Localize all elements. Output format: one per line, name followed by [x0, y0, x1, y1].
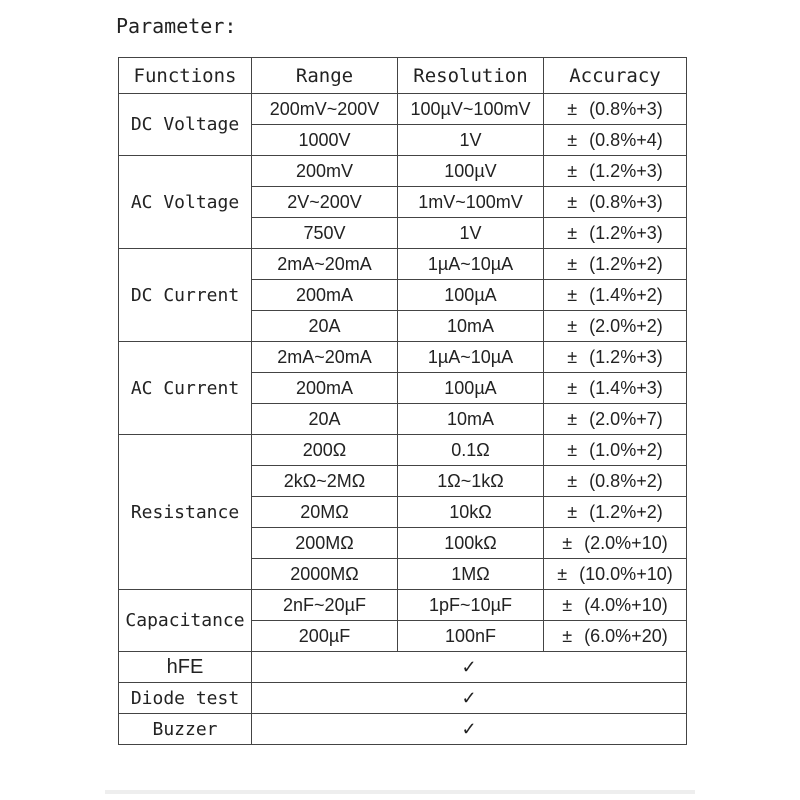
plus-minus-sign: ± — [567, 98, 578, 119]
plus-minus-sign: ± — [567, 408, 578, 429]
resolution-cell: 1µA~10µA — [398, 342, 544, 373]
accuracy-cell — [544, 466, 687, 497]
plus-minus-sign: ± — [567, 222, 578, 243]
accuracy-value: (1.2%+2) — [589, 501, 663, 522]
plus-minus-sign: ± — [567, 284, 578, 305]
plus-minus-sign: ± — [557, 563, 568, 584]
resolution-cell: 100µA — [398, 280, 544, 311]
range-cell: 1000V — [252, 125, 398, 156]
plus-minus-sign: ± — [562, 625, 573, 646]
range-cell: 200mV — [252, 156, 398, 187]
range-cell: 2000MΩ — [252, 559, 398, 590]
feature-row — [119, 714, 687, 745]
table-row — [119, 249, 687, 280]
accuracy-value: (0.8%+4) — [589, 129, 663, 150]
table-row — [119, 342, 687, 373]
accuracy-value: (4.0%+10) — [584, 594, 668, 615]
accuracy-value: (1.4%+2) — [589, 284, 663, 305]
accuracy-value: (1.0%+2) — [589, 439, 663, 460]
function-name: AC Current — [119, 342, 252, 435]
table-header-row — [119, 58, 687, 94]
range-cell: 20A — [252, 404, 398, 435]
accuracy-cell — [544, 125, 687, 156]
accuracy-cell — [544, 311, 687, 342]
feature-name: Diode test — [119, 683, 252, 714]
accuracy-value: (0.8%+2) — [589, 470, 663, 491]
plus-minus-sign: ± — [567, 191, 578, 212]
accuracy-cell — [544, 218, 687, 249]
header-accuracy: Accuracy — [544, 58, 687, 94]
accuracy-cell — [544, 373, 687, 404]
function-name: Resistance — [119, 435, 252, 590]
accuracy-value: (2.0%+7) — [589, 408, 663, 429]
table-row — [119, 590, 687, 621]
parameter-table — [118, 57, 687, 745]
plus-minus-sign: ± — [562, 594, 573, 615]
accuracy-cell — [544, 342, 687, 373]
range-cell: 200mV~200V — [252, 94, 398, 125]
accuracy-cell — [544, 156, 687, 187]
accuracy-value: (2.0%+10) — [584, 532, 668, 553]
divider — [105, 790, 695, 794]
range-cell: 2mA~20mA — [252, 342, 398, 373]
accuracy-cell — [544, 404, 687, 435]
accuracy-cell — [544, 497, 687, 528]
function-name: Capacitance — [119, 590, 252, 652]
feature-row — [119, 683, 687, 714]
feature-row — [119, 652, 687, 683]
accuracy-value: (1.2%+2) — [589, 253, 663, 274]
accuracy-value: (1.4%+3) — [589, 377, 663, 398]
plus-minus-sign: ± — [567, 160, 578, 181]
accuracy-value: (10.0%+10) — [579, 563, 673, 584]
resolution-cell: 100kΩ — [398, 528, 544, 559]
resolution-cell: 100µA — [398, 373, 544, 404]
accuracy-cell — [544, 280, 687, 311]
table-row — [119, 156, 687, 187]
resolution-cell: 1V — [398, 125, 544, 156]
accuracy-cell — [544, 249, 687, 280]
check-icon: ✓ — [252, 683, 687, 714]
accuracy-value: (0.8%+3) — [589, 191, 663, 212]
resolution-cell: 0.1Ω — [398, 435, 544, 466]
range-cell: 200MΩ — [252, 528, 398, 559]
accuracy-cell — [544, 621, 687, 652]
accuracy-value: (0.8%+3) — [589, 98, 663, 119]
check-icon: ✓ — [252, 652, 687, 683]
plus-minus-sign: ± — [567, 129, 578, 150]
table-row — [119, 94, 687, 125]
page-title: Parameter: — [116, 14, 237, 38]
accuracy-value: (1.2%+3) — [589, 346, 663, 367]
accuracy-cell — [544, 590, 687, 621]
plus-minus-sign: ± — [567, 439, 578, 460]
plus-minus-sign: ± — [562, 532, 573, 553]
plus-minus-sign: ± — [567, 346, 578, 367]
resolution-cell: 1pF~10µF — [398, 590, 544, 621]
plus-minus-sign: ± — [567, 470, 578, 491]
resolution-cell: 1mV~100mV — [398, 187, 544, 218]
plus-minus-sign: ± — [567, 377, 578, 398]
range-cell: 200mA — [252, 280, 398, 311]
accuracy-value: (2.0%+2) — [589, 315, 663, 336]
range-cell: 750V — [252, 218, 398, 249]
resolution-cell: 1Ω~1kΩ — [398, 466, 544, 497]
accuracy-cell — [544, 187, 687, 218]
function-name: AC Voltage — [119, 156, 252, 249]
feature-name: Buzzer — [119, 714, 252, 745]
range-cell: 2V~200V — [252, 187, 398, 218]
feature-name: hFE — [119, 652, 252, 683]
resolution-cell: 1V — [398, 218, 544, 249]
range-cell: 200µF — [252, 621, 398, 652]
range-cell: 2mA~20mA — [252, 249, 398, 280]
accuracy-value: (1.2%+3) — [589, 222, 663, 243]
accuracy-cell — [544, 94, 687, 125]
resolution-cell: 1MΩ — [398, 559, 544, 590]
resolution-cell: 100nF — [398, 621, 544, 652]
plus-minus-sign: ± — [567, 253, 578, 274]
resolution-cell: 10mA — [398, 404, 544, 435]
range-cell: 20MΩ — [252, 497, 398, 528]
accuracy-value: (1.2%+3) — [589, 160, 663, 181]
range-cell: 2kΩ~2MΩ — [252, 466, 398, 497]
plus-minus-sign: ± — [567, 501, 578, 522]
resolution-cell: 10kΩ — [398, 497, 544, 528]
accuracy-cell — [544, 435, 687, 466]
plus-minus-sign: ± — [567, 315, 578, 336]
accuracy-value: (6.0%+20) — [584, 625, 668, 646]
table-row — [119, 435, 687, 466]
accuracy-cell — [544, 528, 687, 559]
resolution-cell: 100µV — [398, 156, 544, 187]
function-name: DC Voltage — [119, 94, 252, 156]
resolution-cell: 10mA — [398, 311, 544, 342]
range-cell: 200mA — [252, 373, 398, 404]
range-cell: 2nF~20µF — [252, 590, 398, 621]
resolution-cell: 100µV~100mV — [398, 94, 544, 125]
header-range: Range — [252, 58, 398, 94]
range-cell: 200Ω — [252, 435, 398, 466]
header-functions: Functions — [119, 58, 252, 94]
function-name: DC Current — [119, 249, 252, 342]
header-resolution: Resolution — [398, 58, 544, 94]
resolution-cell: 1µA~10µA — [398, 249, 544, 280]
check-icon: ✓ — [252, 714, 687, 745]
range-cell: 20A — [252, 311, 398, 342]
accuracy-cell — [544, 559, 687, 590]
